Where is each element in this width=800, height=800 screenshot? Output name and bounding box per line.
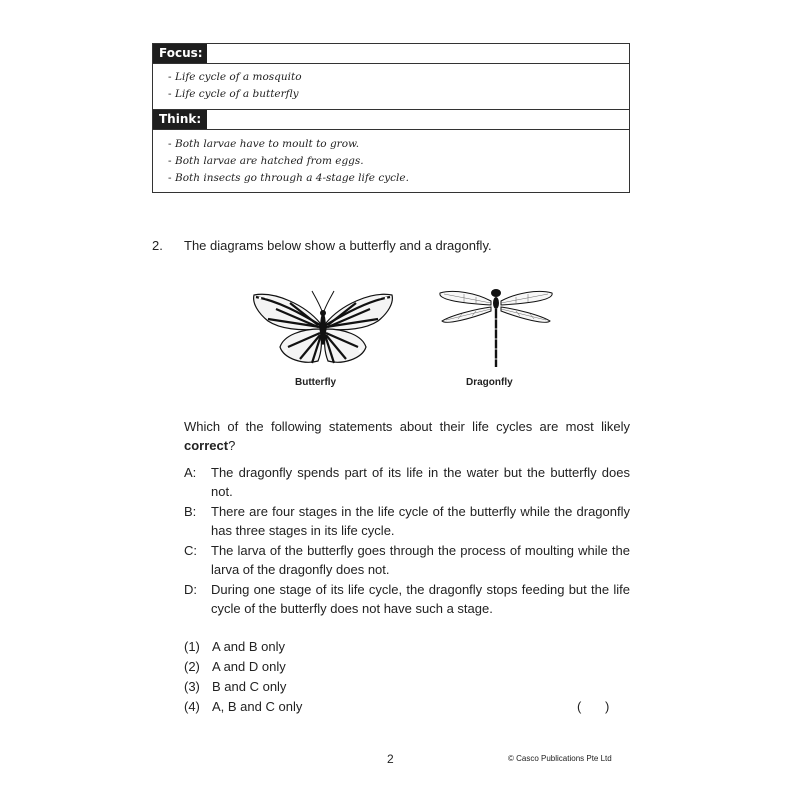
statement-label: C:	[184, 543, 197, 558]
focus-item: - Life cycle of a butterfly	[153, 86, 629, 103]
question-intro: The diagrams below show a butterfly and a dragonfly.	[184, 238, 492, 253]
stem-end: ?	[228, 438, 236, 453]
think-header	[153, 110, 629, 130]
choice-text: A and D only	[212, 659, 286, 674]
statement-text: During one stage of its life cycle, the dragonfly stops feeding but the life cycle of the butterfly does not have such a stage.	[211, 582, 630, 616]
stem-text: Which of the following statements about their life cycles are most likely	[184, 419, 630, 434]
butterfly-caption: Butterfly	[295, 377, 337, 388]
answer-brackets[interactable]: ( )	[577, 699, 610, 714]
statement-label: A:	[184, 465, 197, 480]
focus-list	[153, 64, 629, 110]
focus-item: - Life cycle of a mosquito	[153, 69, 629, 86]
dragonfly-illustration	[436, 285, 556, 373]
statement-d	[184, 580, 630, 618]
choice-label: (3)	[184, 679, 200, 694]
statement-text: There are four stages in the life cycle of the butterfly while the dragonfly has three stages in its life cycle.	[211, 504, 630, 538]
statement-label: D:	[184, 582, 197, 597]
choice-text: B and C only	[212, 679, 287, 694]
choice-text: A, B and C only	[212, 699, 303, 714]
think-item: - Both larvae have to moult to grow.	[153, 136, 629, 153]
statement-a	[184, 463, 630, 501]
choice-3[interactable]	[184, 679, 286, 694]
choice-label: (1)	[184, 639, 200, 654]
question-number: 2.	[152, 238, 163, 253]
focus-think-box	[152, 43, 630, 193]
choice-text: A and B only	[212, 639, 285, 654]
choice-label: (2)	[184, 659, 200, 674]
think-item: - Both larvae are hatched from eggs.	[153, 153, 629, 170]
copyright-notice: © Casco Publications Pte Ltd	[508, 754, 612, 763]
choice-label: (4)	[184, 699, 200, 714]
page-number: 2	[387, 752, 394, 766]
statement-b	[184, 502, 630, 540]
dragonfly-caption: Dragonfly	[466, 377, 513, 388]
butterfly-illustration	[250, 285, 396, 367]
choice-4[interactable]	[184, 699, 302, 714]
choice-1[interactable]	[184, 639, 285, 654]
statement-text: The larva of the butterfly goes through the process of moulting while the larva of the dragonfly does not.	[211, 543, 630, 577]
think-heading: Think:	[153, 110, 207, 129]
question-stem	[184, 417, 630, 455]
statement-label: B:	[184, 504, 197, 519]
focus-heading: Focus:	[153, 44, 207, 63]
statement-c	[184, 541, 630, 579]
think-list	[153, 130, 629, 193]
stem-emphasis: correct	[184, 438, 229, 453]
think-item: - Both insects go through a 4-stage life cycle.	[153, 170, 629, 187]
focus-header	[153, 44, 629, 64]
choice-2[interactable]	[184, 659, 286, 674]
statement-text: The dragonfly spends part of its life in the water but the butterfly does not.	[211, 465, 630, 499]
